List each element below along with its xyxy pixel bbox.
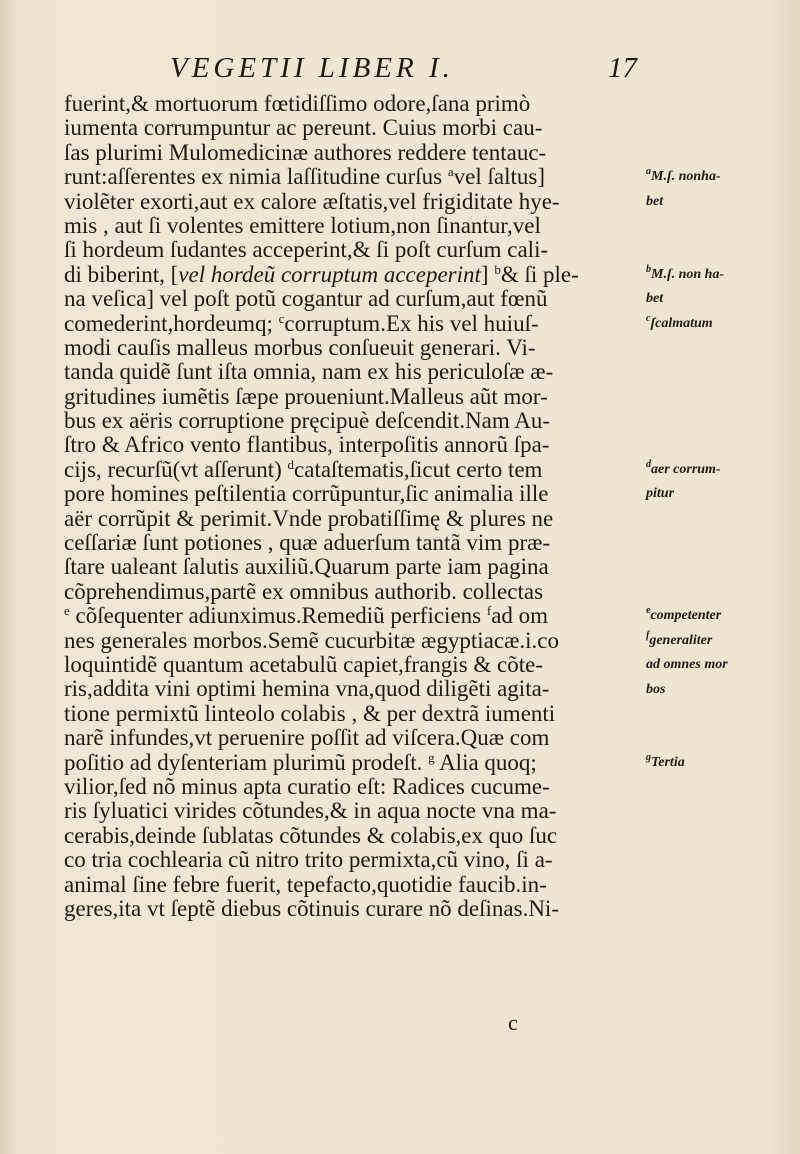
page-header — [0, 52, 800, 92]
margin-note-text: bet — [646, 193, 664, 209]
line-text: ſi hordeum ſudantes acceperint,& ſi poſt curſum cali- — [64, 237, 549, 263]
margin-note-mark: b — [646, 263, 651, 275]
text-line — [64, 531, 639, 555]
margin-note — [646, 190, 663, 214]
line-text: cerabis,deinde ſublatas cõtundes & colabis,ex quo ſuc — [64, 822, 558, 848]
line-text: cijs, recurſũ(vt aſſerunt) — [64, 456, 288, 482]
line-text: ris ſyluatici virides cõtundes,& in aqua nocte vna ma- — [64, 798, 557, 824]
margin-note — [646, 653, 728, 677]
margin-note — [646, 312, 713, 336]
text-line — [64, 141, 639, 165]
running-title: VEGETII LIBER I. — [170, 52, 454, 84]
line-text: modi cauſis malleus morbus conſueuit generari. Vi- — [64, 334, 536, 360]
text-line — [64, 848, 639, 872]
page-number: 17 — [608, 52, 637, 84]
line-text: mis , aut ſi volentes emittere lotium,non ſinantur,vel — [64, 212, 541, 238]
line-text-continued: ] — [480, 261, 495, 287]
line-text: ris,addita vini optimi hemina vna,quod diligẽti agita- — [64, 676, 550, 702]
text-line — [64, 458, 639, 482]
margin-note-text: bos — [646, 681, 666, 697]
text-line — [64, 604, 639, 628]
line-text: na veſica] vel poſt potũ cogantur ad curſum,aut fœnũ — [64, 286, 548, 312]
margin-note — [646, 287, 663, 311]
text-line — [64, 555, 639, 579]
margin-note — [646, 629, 712, 653]
text-line — [64, 482, 639, 506]
margin-note — [646, 263, 724, 287]
margin-note — [646, 678, 665, 702]
line-text: ſtro & Africo vento flantibus, interpoſitis annorũ ſpa- — [64, 432, 550, 458]
italic-insertion: vel hordeũ corruptum acceperint — [178, 261, 481, 287]
line-text: cõprehendimus,partẽ ex omnibus authorib. collectas — [64, 578, 544, 604]
text-line — [64, 580, 639, 604]
margin-note — [646, 751, 685, 775]
line-text: loquintidẽ quantum acetabulũ capiet,frangis & cõte- — [64, 651, 544, 677]
text-line — [64, 897, 639, 921]
note-mark: g — [428, 749, 435, 765]
line-text: runt:aſſerentes ex nimia laſſitudine curſus — [64, 164, 448, 190]
text-line — [64, 677, 639, 701]
note-mark: a — [447, 164, 454, 180]
margin-note — [646, 458, 721, 482]
margin-note — [646, 482, 674, 506]
line-text: narẽ infundes,vt peruenire poſſit ad viſcera.Quæ com — [64, 725, 550, 751]
line-text: violẽter exorti,aut ex calore æſtatis,vel frigiditate hye- — [64, 188, 560, 214]
line-text: nes generales morbos.Semẽ cucurbitæ ægyptiacæ.i.co — [64, 627, 560, 653]
line-text: ſas plurimi Mulomedicinæ authores reddere tentauc- — [64, 139, 547, 165]
line-text: tanda quidẽ ſunt iſta omnia, nam ex his periculoſæ æ- — [64, 359, 554, 385]
text-line — [64, 775, 639, 799]
text-line — [64, 287, 639, 311]
text-line — [64, 165, 639, 189]
line-text: animal ſine febre fuerit, tepefacto,quotidie faucib.in- — [64, 871, 547, 897]
margin-note-text: bet — [646, 291, 664, 307]
line-text: co tria cochlearia cũ nitro trito permixta,cũ vino, ſi a- — [64, 847, 553, 873]
line-text: pore homines peſtilentia corrũpuntur,ſic animalia ille — [64, 481, 549, 507]
text-line — [64, 653, 639, 677]
text-line — [64, 799, 639, 823]
text-line — [64, 238, 639, 262]
line-text: gritudines iumẽtis ſæpe proueniunt.Malleus aũt mor- — [64, 383, 548, 409]
margin-note-mark: e — [646, 605, 651, 617]
text-line — [64, 214, 639, 238]
margin-note-mark: g — [646, 751, 651, 763]
line-text-continued: vel ſaltus] — [453, 164, 545, 190]
margin-note-text: pitur — [646, 486, 675, 502]
margin-note-mark: c — [646, 312, 651, 324]
text-line — [64, 824, 639, 848]
margin-note — [646, 165, 721, 189]
margin-note-text: generaliter — [649, 632, 713, 648]
text-line — [64, 726, 639, 750]
text-line — [64, 433, 639, 457]
note-mark: d — [287, 456, 295, 472]
line-text: di biberint, [ — [64, 261, 179, 287]
margin-note-mark: a — [646, 166, 651, 178]
margin-note-text: ad omnes mor — [646, 657, 728, 673]
line-text-continued: cataſtematis,ſicut certo tem — [294, 456, 543, 482]
line-text: fuerint,& mortuorum fœtidiſſimo odore,ſana primò — [64, 91, 531, 116]
line-text-continued: cõſequenter adiunximus.Remediũ perficiens — [69, 603, 487, 629]
note-mark: e — [64, 603, 70, 619]
note-mark: c — [278, 310, 285, 326]
text-line — [64, 190, 639, 214]
line-text: tione permixtũ linteolo colabis , & per dextrã iumenti — [64, 700, 556, 726]
text-line — [64, 507, 639, 531]
line-text-continued: corruptum.Ex his vel huiuſ- — [284, 310, 539, 336]
margin-note-mark: d — [646, 459, 651, 470]
margin-note-text: M.ſ. non ha- — [651, 266, 725, 282]
margin-note-text: Tertia — [651, 754, 685, 770]
line-text-continued: ad om — [491, 603, 549, 629]
note-mark: b — [494, 261, 501, 277]
text-line — [64, 263, 639, 287]
margin-note-text: aer corrum- — [651, 462, 721, 477]
text-line — [64, 360, 639, 384]
line-text-continued: Alia quoq; — [434, 749, 537, 775]
margin-note-text: ſcalmatum — [650, 315, 713, 331]
text-line — [64, 873, 639, 897]
line-text: aër corrũpit & perimit.Vnde probatiſſimę & plures ne — [64, 505, 554, 531]
line-text: comederint,hordeumq; — [64, 310, 279, 336]
margin-note-text: competenter — [650, 608, 722, 624]
text-line — [64, 702, 639, 726]
line-text: poſitio ad dyſenteriam plurimũ prodeſt. — [64, 749, 429, 775]
margin-note-mark: f — [646, 629, 650, 641]
line-text-continued: & ſi ple- — [500, 261, 579, 287]
text-line — [64, 312, 639, 336]
text-line — [64, 92, 639, 116]
margin-note — [646, 604, 721, 628]
line-text: ſtare ualeant ſalutis auxiliũ.Quarum parte iam pagina — [64, 554, 549, 580]
line-text: iumenta corrumpuntur ac pereunt. Cuius morbi cau- — [64, 115, 543, 141]
text-line — [64, 629, 639, 653]
text-line — [64, 116, 639, 140]
text-line — [64, 409, 639, 433]
text-line — [64, 336, 639, 360]
line-text: geres,ita vt ſeptẽ diebus cõtinuis curare nõ deſinas.Ni- — [64, 895, 559, 921]
text-line — [64, 385, 639, 409]
line-text: vilior,ſed nõ minus apta curatio eſt: Radices cucume- — [64, 773, 550, 799]
line-text: ceſſariæ ſunt potiones , quæ aduerſum tantã vim præ- — [64, 530, 551, 556]
line-text: bus ex aëris corruptione pręcipuè deſcendit.Nam Au- — [64, 408, 551, 434]
note-mark: f — [486, 603, 492, 619]
main-text-block — [64, 92, 639, 921]
signature-mark: c — [508, 1010, 518, 1035]
text-line — [64, 751, 639, 775]
margin-note-text: M.ſ. nonha- — [651, 169, 721, 185]
